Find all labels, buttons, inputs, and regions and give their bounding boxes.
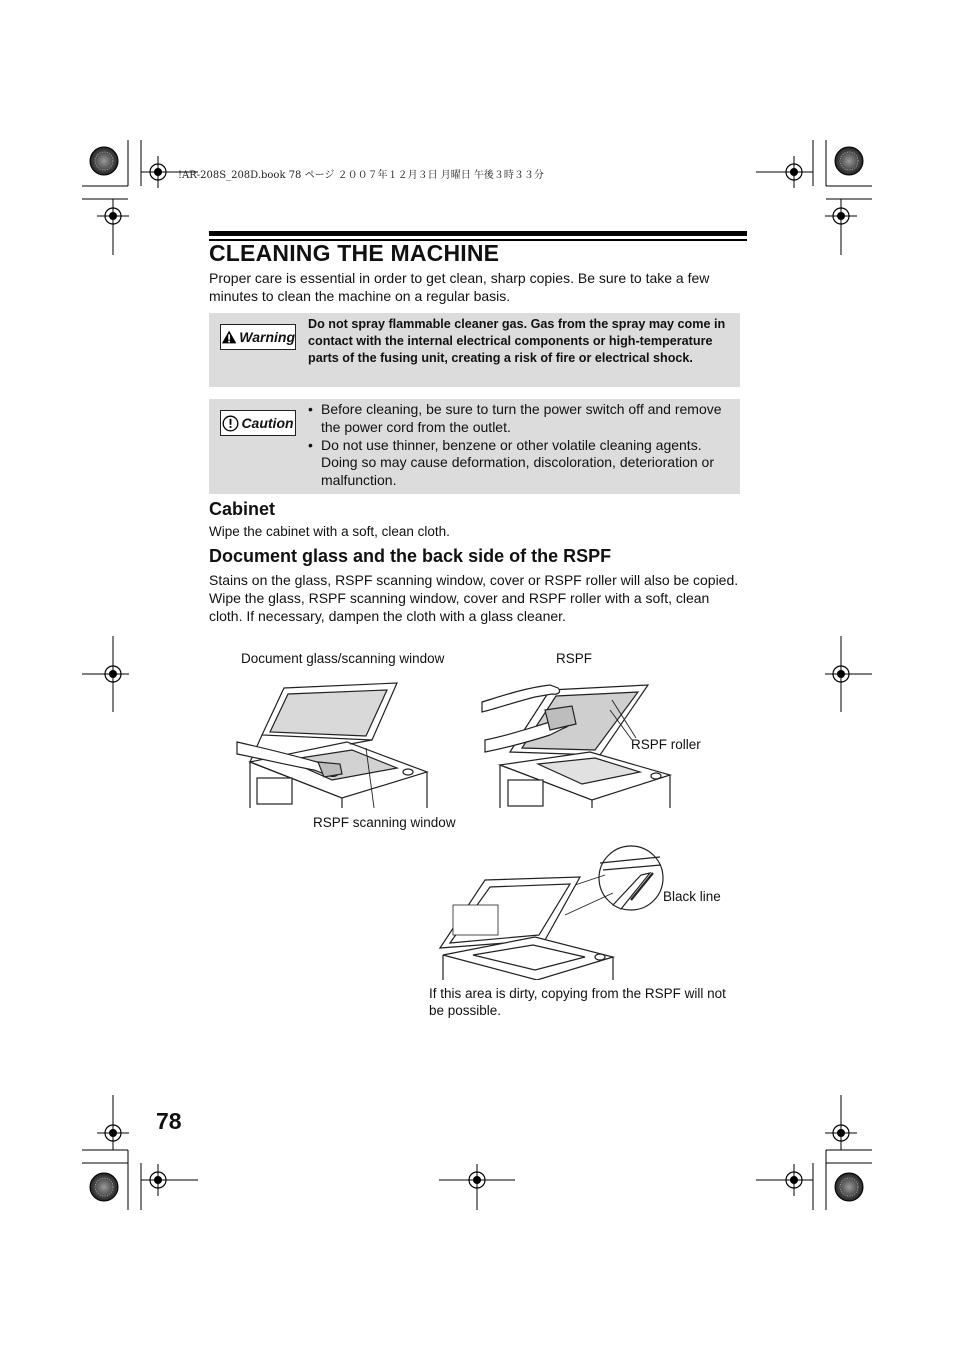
label-rspf: RSPF [556, 651, 593, 666]
illustration-black-line [435, 845, 665, 980]
caution-exclamation-icon [222, 415, 239, 432]
label-rspf-scanning-window: RSPF scanning window [313, 815, 456, 830]
illustration-rspf [480, 680, 690, 808]
title-rule [209, 231, 747, 236]
caution-badge [220, 410, 296, 436]
caution-list [308, 401, 738, 490]
label-rspf-roller: RSPF roller [631, 737, 701, 752]
warning-text: Do not spray flammable cleaner gas. Gas from the spray may come in contact with the internal electrical components or high-temperature parts of the fusing unit, creating a risk of fire or electrical shock. [308, 317, 726, 365]
caution-label: Caution [241, 415, 294, 431]
label-doc-glass: Document glass/scanning window [241, 651, 445, 666]
page-number: 78 [156, 1108, 182, 1134]
document-glass-heading: Document glass and the back side of the RSPF [209, 546, 612, 566]
reg-starburst-bottom-left [90, 1173, 118, 1201]
label-black-line: Black line [663, 889, 721, 904]
print-header-line: !AR-208S_208D.book 78 ページ ２００７年１２月３日 月曜日 午後３時３３分 [178, 170, 544, 181]
cabinet-heading: Cabinet [209, 499, 276, 519]
document-glass-text: Stains on the glass, RSPF scanning window, cover or RSPF roller will also be copied. Wipe the glass, RSPF scanning window, cover and RSPF roller with a soft, clean cloth. If necessary, dampen the cloth with a glass cleaner. [209, 572, 739, 624]
page-title: CLEANING THE MACHINE [209, 240, 500, 266]
illustration-document-glass [232, 680, 437, 808]
caution-box [209, 399, 740, 494]
warning-triangle-icon [221, 329, 237, 345]
warning-box [209, 313, 740, 387]
reg-starburst-bottom-right [835, 1173, 863, 1201]
warning-label: Warning [239, 329, 295, 345]
intro-paragraph: Proper care is essential in order to get clean, sharp copies. Be sure to take a few minutes to clean the machine on a regular basis. [209, 270, 710, 304]
warning-badge [220, 324, 296, 350]
caution-item: • Before cleaning, be sure to turn the power switch off and remove the power cord from the outlet. [308, 401, 738, 437]
cabinet-text: Wipe the cabinet with a soft, clean cloth. [209, 524, 450, 539]
caution-item: • Do not use thinner, benzene or other volatile cleaning agents. Doing so may cause deformation, discoloration, deterioration or malfunction. [308, 437, 738, 490]
reg-starburst-top-right [835, 147, 863, 175]
dirty-area-note: If this area is dirty, copying from the RSPF will not be possible. [429, 986, 726, 1018]
reg-starburst-top-left [90, 147, 118, 175]
